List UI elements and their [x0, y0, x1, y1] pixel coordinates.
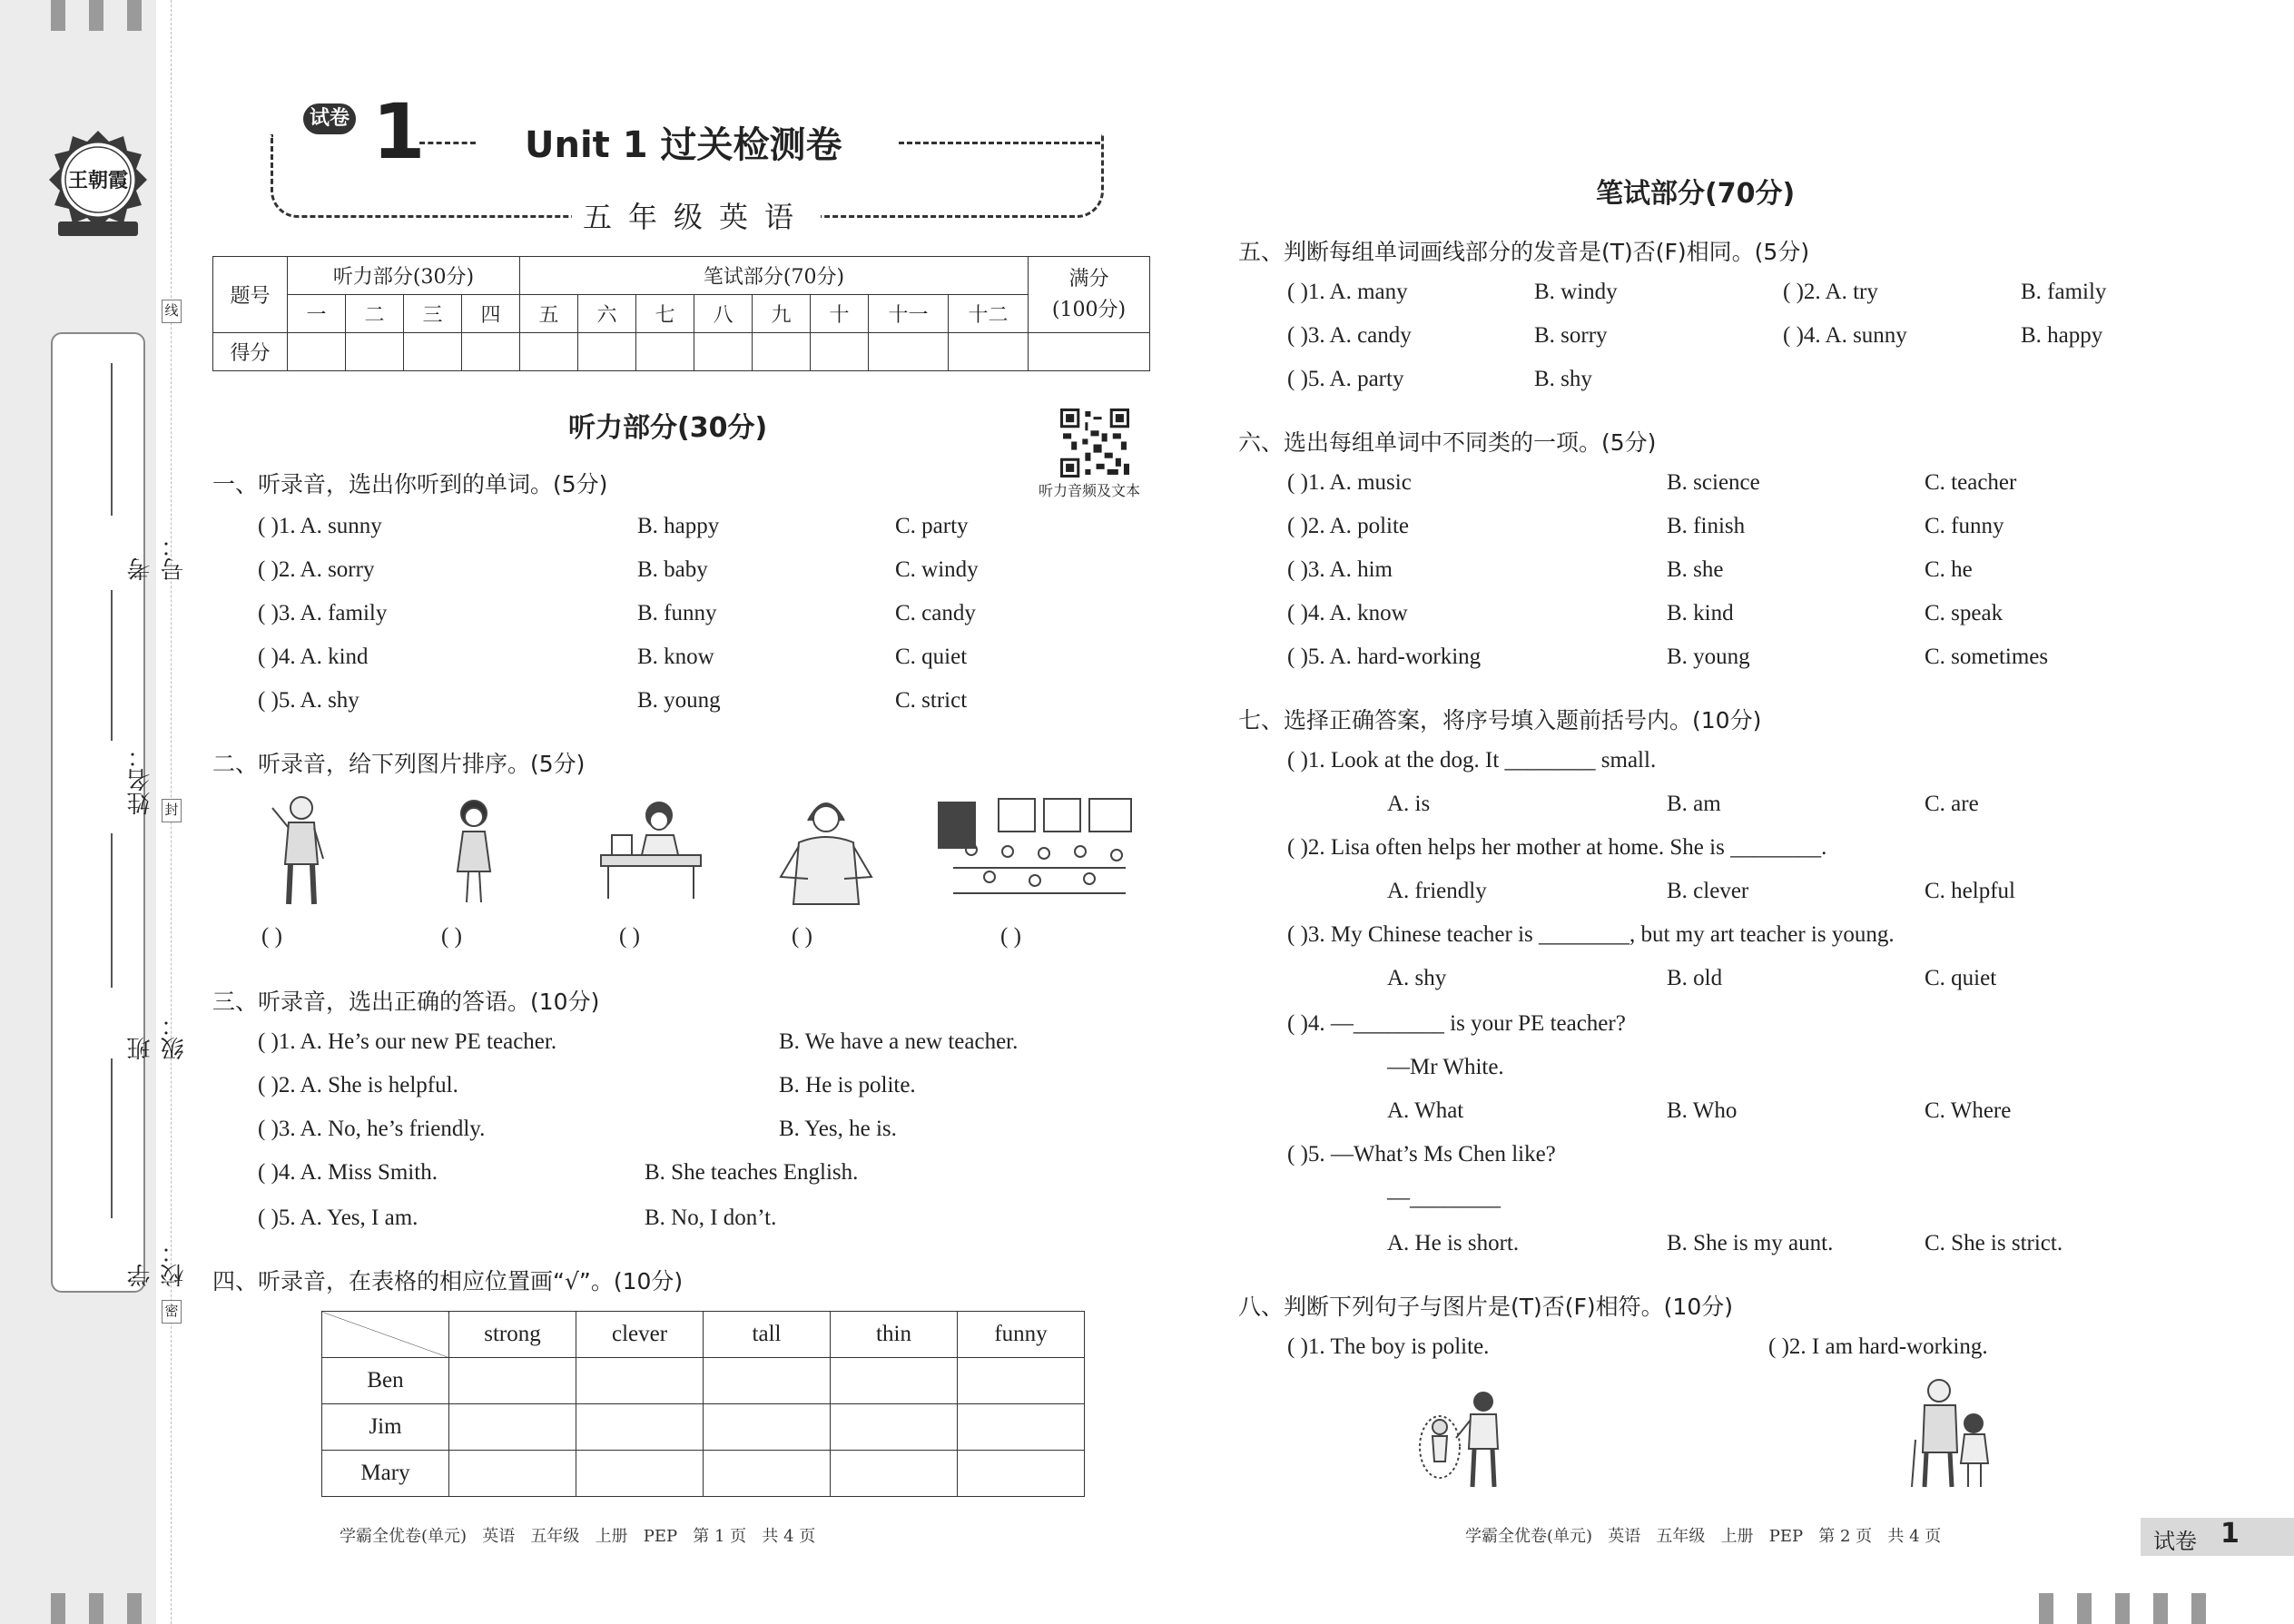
school-field[interactable]	[53, 1051, 188, 1287]
score-table	[212, 256, 1150, 371]
check-cell[interactable]	[704, 1451, 831, 1497]
option-c[interactable]: ( )2. A. try	[1783, 280, 1878, 304]
boy-and-man-picture	[1416, 1391, 1511, 1491]
old-man-picture	[267, 792, 336, 910]
boy-at-desk-picture	[596, 795, 706, 902]
option-b[interactable]: B. finish	[1667, 514, 1746, 538]
score-cell[interactable]	[811, 333, 869, 371]
answer-paren[interactable]: ( )	[261, 924, 282, 949]
question-number: 六	[578, 295, 636, 333]
publisher-logo	[45, 127, 151, 245]
option-a[interactable]: ( )5. A. hard-working	[1287, 645, 1482, 669]
top-bar	[89, 0, 103, 31]
column-header: strong	[449, 1312, 576, 1358]
statement-1[interactable]: ( )1. The boy is polite.	[1287, 1334, 1490, 1359]
option-a[interactable]: ( )2. A. sorry	[258, 557, 375, 582]
total-value: (100分)	[1051, 298, 1127, 321]
girl-picture	[447, 795, 501, 910]
option-a[interactable]: ( )5. A. party	[1287, 367, 1404, 391]
footer-grade: 五年级	[530, 1527, 580, 1546]
row-header: Ben	[322, 1358, 449, 1404]
cut-mark: 密	[162, 1300, 182, 1324]
footer-total: 共 4 页	[1887, 1527, 1942, 1546]
question-number: 五	[520, 295, 578, 333]
writing-group: 笔试部分(70分)	[520, 257, 1029, 295]
option-a[interactable]: A. friendly	[1387, 879, 1487, 903]
question-text[interactable]: ( )2. Lisa often helps her mother at home. She is ________.	[1287, 835, 1827, 860]
question-number: 七	[636, 295, 694, 333]
writing-title: 笔试部分(70分)	[1596, 178, 1796, 210]
option-b[interactable]: B. She is my aunt.	[1667, 1231, 1834, 1255]
question-number: 二	[346, 295, 404, 333]
check-cell[interactable]	[958, 1358, 1085, 1404]
grandpa-and-girl-picture	[1903, 1376, 1994, 1491]
option-b[interactable]: B. Yes, he is.	[779, 1117, 897, 1141]
option-c[interactable]: C. strict	[895, 688, 968, 713]
q3-heading: 三、听录音，选出正确的答语。(10分)	[212, 989, 600, 1015]
option-a[interactable]: A. is	[1387, 792, 1431, 816]
option-b[interactable]: B. am	[1667, 792, 1721, 816]
option-a[interactable]: ( )1. A. music	[1287, 470, 1412, 495]
qr-caption: 听力音频及文本	[1039, 482, 1141, 499]
score-cell[interactable]	[462, 333, 520, 371]
q6-heading: 六、选出每组单词中不同类的一项。(5分)	[1238, 429, 1657, 456]
exam-number: 1	[372, 87, 426, 176]
option-c[interactable]: C. party	[895, 514, 969, 538]
dialog-reply[interactable]: —________	[1387, 1186, 1501, 1210]
score-cell[interactable]	[869, 333, 949, 371]
question-text[interactable]: ( )3. My Chinese teacher is ________, but my art teacher is young.	[1287, 922, 1895, 947]
column-header: thin	[831, 1312, 958, 1358]
check-cell[interactable]	[576, 1358, 704, 1404]
q8-heading: 八、判断下列句子与图片是(T)否(F)相符。(10分)	[1238, 1294, 1733, 1320]
footer-subject: 英语	[482, 1527, 516, 1546]
check-cell[interactable]	[576, 1451, 704, 1497]
option-b[interactable]: B. old	[1667, 966, 1723, 990]
question-number: 九	[753, 295, 811, 333]
option-c[interactable]: C. funny	[1925, 514, 2004, 538]
score-cell[interactable]	[404, 333, 462, 371]
unit-title: Unit 1 过关检测卷	[525, 124, 842, 166]
option-c[interactable]: C. he	[1925, 557, 1973, 582]
page-tag	[2141, 1518, 2294, 1556]
check-cell[interactable]	[704, 1404, 831, 1451]
check-cell[interactable]	[831, 1451, 958, 1497]
option-a[interactable]: ( )1. A. He’s our new PE teacher.	[258, 1029, 557, 1054]
footer-term: 上册	[595, 1527, 628, 1546]
check-cell[interactable]	[831, 1358, 958, 1404]
option-a[interactable]: ( )5. A. shy	[258, 688, 359, 713]
option-c[interactable]: C. sometimes	[1925, 645, 2049, 669]
option-a[interactable]: A. He is short.	[1387, 1231, 1520, 1255]
footer-subject: 英语	[1608, 1527, 1641, 1546]
option-c[interactable]: C. quiet	[1925, 966, 1997, 990]
option-c[interactable]: C. Where	[1925, 1098, 2012, 1123]
bottom-bar	[2039, 1593, 2053, 1624]
footer-edition: PEP	[643, 1527, 678, 1546]
name-label: 姓名：	[127, 744, 154, 815]
logo-text: 王朝霞	[67, 169, 128, 192]
option-b[interactable]: B. sorry	[1534, 323, 1608, 348]
option-b[interactable]: B. young	[1667, 645, 1750, 669]
option-b[interactable]: B. funny	[637, 601, 717, 625]
answer-paren[interactable]: ( )	[1000, 924, 1021, 949]
question-number: 四	[462, 295, 520, 333]
question-text[interactable]: ( )5. —What’s Ms Chen like?	[1287, 1142, 1556, 1166]
option-c[interactable]: C. speak	[1925, 601, 2004, 625]
option-d[interactable]: B. family	[2021, 280, 2107, 304]
question-number: 八	[694, 295, 753, 333]
option-a[interactable]: ( )3. A. him	[1287, 557, 1393, 582]
student-info-box	[51, 332, 188, 1293]
score-cell[interactable]	[636, 333, 694, 371]
option-a[interactable]: A. shy	[1387, 966, 1447, 990]
option-a[interactable]: ( )2. A. polite	[1287, 514, 1410, 538]
option-a[interactable]: ( )4. A. Miss Smith.	[258, 1160, 438, 1185]
footer-grade: 五年级	[1656, 1527, 1706, 1546]
classroom-picture	[935, 795, 1140, 902]
statement-2[interactable]: ( )2. I am hard-working.	[1768, 1334, 1988, 1359]
score-cell[interactable]	[949, 333, 1029, 371]
q1-heading: 一、听录音，选出你听到的单词。(5分)	[212, 471, 608, 497]
question-text[interactable]: ( )1. Look at the dog. It ________ small.	[1287, 748, 1657, 773]
total-score	[1029, 257, 1150, 333]
option-a[interactable]: ( )5. A. Yes, I am.	[258, 1206, 418, 1230]
option-a[interactable]: A. What	[1387, 1098, 1464, 1123]
score-cell[interactable]	[1029, 333, 1150, 371]
option-b[interactable]: B. shy	[1534, 367, 1592, 391]
answer-paren[interactable]: ( )	[619, 924, 640, 949]
score-cell[interactable]	[346, 333, 404, 371]
question-number: 十一	[869, 295, 949, 333]
option-a[interactable]: ( )2. A. She is helpful.	[258, 1073, 458, 1097]
school-label: 学校：	[127, 1240, 188, 1287]
option-c[interactable]: ( )4. A. sunny	[1783, 323, 1907, 348]
option-a[interactable]: ( )4. A. know	[1287, 601, 1408, 625]
class-field[interactable]	[53, 824, 188, 1060]
score-cell[interactable]	[578, 333, 636, 371]
bottom-bar	[2191, 1593, 2206, 1624]
bottom-bar	[2153, 1593, 2168, 1624]
score-cell[interactable]	[520, 333, 578, 371]
footer-page: 第 2 页	[1818, 1527, 1873, 1546]
bottom-bar	[51, 1593, 65, 1624]
page-tag-label: 试卷	[2153, 1529, 2197, 1554]
cut-mark: 封	[162, 799, 182, 822]
exam-badge: 试卷	[303, 103, 356, 134]
option-b[interactable]: B. science	[1667, 470, 1760, 495]
listening-title: 听力部分(30分)	[568, 412, 768, 444]
option-a[interactable]: ( )1. A. sunny	[258, 514, 382, 538]
option-b[interactable]: B. She teaches English.	[645, 1160, 859, 1185]
number-field[interactable]	[53, 345, 188, 581]
woman-picture	[772, 792, 881, 906]
check-cell[interactable]	[449, 1358, 576, 1404]
grade-subject: 五年级英语	[572, 194, 821, 236]
option-b[interactable]: B. kind	[1667, 601, 1734, 625]
option-d[interactable]: B. happy	[2021, 323, 2103, 348]
bottom-bar	[89, 1593, 103, 1624]
top-bar	[51, 0, 65, 31]
answer-paren[interactable]: ( )	[441, 924, 462, 949]
check-cell[interactable]	[958, 1451, 1085, 1497]
total-label: 满分	[1068, 267, 1109, 290]
cut-mark: 线	[162, 300, 182, 323]
score-row-title: 得分	[213, 333, 288, 371]
column-header: funny	[958, 1312, 1085, 1358]
footer-book: 学霸全优卷(单元)	[1465, 1527, 1593, 1546]
option-b[interactable]: B. windy	[1534, 280, 1618, 304]
footer-edition: PEP	[1768, 1527, 1804, 1546]
score-cell[interactable]	[694, 333, 753, 371]
option-b[interactable]: B. We have a new teacher.	[779, 1029, 1019, 1054]
score-cell[interactable]	[288, 333, 346, 371]
number-label: 考号：	[127, 534, 188, 581]
title-dash	[419, 142, 476, 144]
option-b[interactable]: B. know	[637, 645, 714, 669]
footer-book: 学霸全优卷(单元)	[340, 1527, 468, 1546]
option-c[interactable]: C. candy	[895, 601, 976, 625]
question-number: 三	[404, 295, 462, 333]
option-b[interactable]: B. baby	[637, 557, 708, 582]
footer-total: 共 4 页	[762, 1527, 816, 1546]
option-c[interactable]: C. teacher	[1925, 470, 2017, 495]
dialog-reply: —Mr White.	[1387, 1055, 1504, 1079]
bottom-bar	[2115, 1593, 2130, 1624]
qr-code-icon[interactable]	[1060, 408, 1129, 477]
title-dash	[899, 142, 1100, 144]
question-number: 一	[288, 295, 346, 333]
q2-heading: 二、听录音，给下列图片排序。(5分)	[212, 751, 586, 777]
diagonal-cell	[322, 1312, 449, 1358]
footer-page: 第 1 页	[693, 1527, 747, 1546]
option-a[interactable]: ( )1. A. many	[1287, 280, 1408, 304]
page-tag-number: 1	[2220, 1518, 2240, 1550]
check-cell[interactable]	[704, 1358, 831, 1404]
option-a[interactable]: ( )3. A. family	[258, 601, 388, 625]
option-c[interactable]: C. are	[1925, 792, 1979, 816]
option-c[interactable]: C. windy	[895, 557, 979, 582]
bottom-bar	[2077, 1593, 2092, 1624]
column-header: tall	[704, 1312, 831, 1358]
check-cell[interactable]	[576, 1404, 704, 1451]
check-cell[interactable]	[449, 1451, 576, 1497]
class-label: 班级：	[127, 1013, 188, 1060]
row-header: Mary	[322, 1451, 449, 1497]
check-cell[interactable]	[958, 1404, 1085, 1451]
column-header: clever	[576, 1312, 704, 1358]
option-b[interactable]: B. she	[1667, 557, 1724, 582]
score-cell[interactable]	[753, 333, 811, 371]
top-bar	[127, 0, 142, 31]
question-number: 十	[811, 295, 869, 333]
option-c[interactable]: C. helpful	[1925, 879, 2015, 903]
option-a[interactable]: ( )3. A. No, he’s friendly.	[258, 1117, 486, 1141]
option-b[interactable]: B. No, I don’t.	[645, 1206, 777, 1230]
check-cell[interactable]	[449, 1404, 576, 1451]
footer-term: 上册	[1720, 1527, 1754, 1546]
question-text[interactable]: ( )4. —________ is your PE teacher?	[1287, 1011, 1626, 1036]
footer-left	[340, 1523, 815, 1547]
bottom-bar	[127, 1593, 142, 1624]
q4-heading: 四、听录音，在表格的相应位置画“√”。(10分)	[212, 1268, 684, 1294]
option-c[interactable]: C. She is strict.	[1925, 1231, 2063, 1255]
q7-heading: 七、选择正确答案，将序号填入题前括号内。(10分)	[1238, 707, 1762, 733]
option-b[interactable]: B. He is polite.	[779, 1073, 916, 1097]
option-b[interactable]: B. young	[637, 688, 721, 713]
option-b[interactable]: B. happy	[637, 514, 720, 538]
option-b[interactable]: B. clever	[1667, 879, 1749, 903]
q5-heading: 五、判断每组单词画线部分的发音是(T)否(F)相同。(5分)	[1238, 239, 1810, 265]
option-a[interactable]: ( )3. A. candy	[1287, 323, 1412, 348]
col-title: 题号	[213, 257, 288, 333]
answer-paren[interactable]: ( )	[792, 924, 812, 949]
footer-right	[1465, 1523, 1941, 1547]
check-cell[interactable]	[831, 1404, 958, 1451]
option-a[interactable]: ( )4. A. kind	[258, 645, 369, 669]
trait-grid	[321, 1311, 1085, 1497]
row-header: Jim	[322, 1404, 449, 1451]
option-b[interactable]: B. Who	[1667, 1098, 1738, 1123]
question-number: 十二	[949, 295, 1029, 333]
listening-group: 听力部分(30分)	[288, 257, 520, 295]
option-c[interactable]: C. quiet	[895, 645, 968, 669]
name-field[interactable]	[53, 590, 154, 826]
